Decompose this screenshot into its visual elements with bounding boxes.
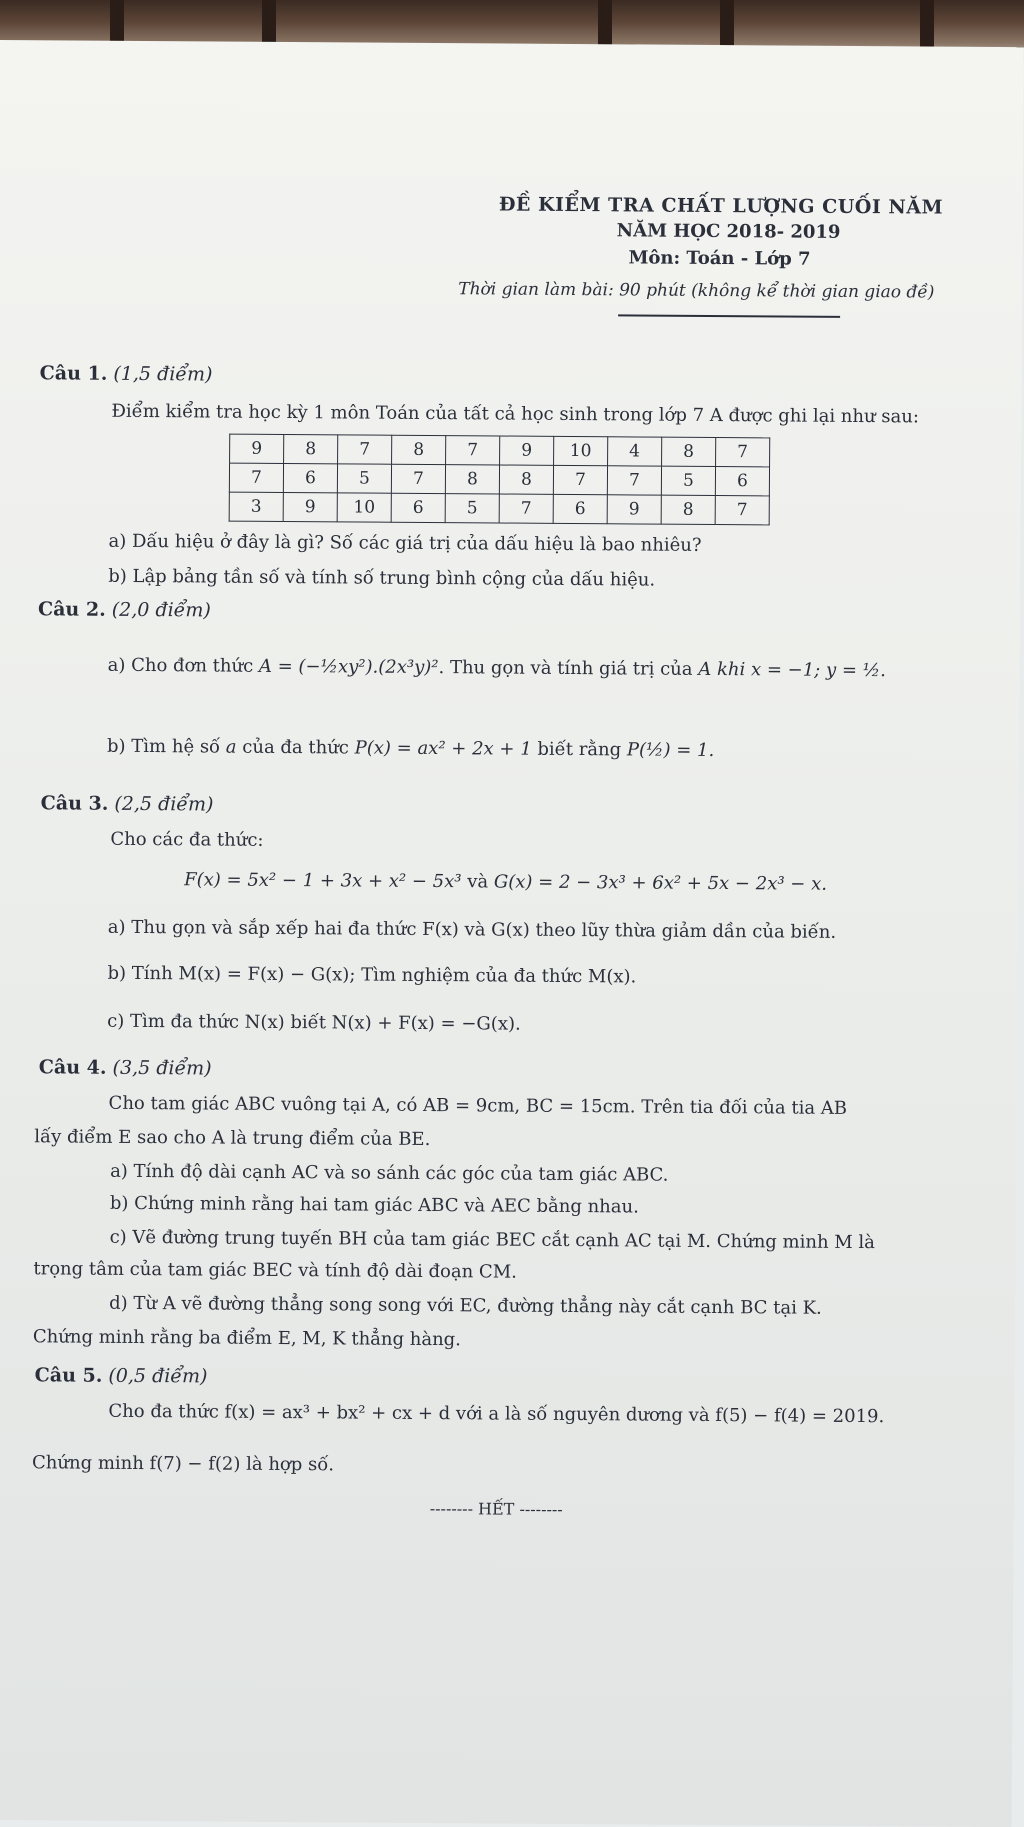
table-cell: 8 xyxy=(662,437,716,466)
table-cell: 7 xyxy=(607,466,661,495)
table-cell: 3 xyxy=(229,492,283,521)
q3-part-a: a) Thu gọn và sắp xếp hai đa thức F(x) và G(x) theo lũy thừa giảm dần của biến. xyxy=(107,916,837,943)
q2-b-post: biết rằng xyxy=(537,738,622,761)
table-cell: 9 xyxy=(230,434,284,463)
table-cell: 7 xyxy=(716,438,770,467)
q1-part-b: b) Lập bảng tần số và tính số trung bình cộng của dấu hiệu. xyxy=(108,565,656,591)
header-underline xyxy=(618,314,840,318)
table-cell: 7 xyxy=(338,435,392,464)
q1-intro: Điểm kiểm tra học kỳ 1 môn Toán của tất cả học sinh trong lớp 7 A được ghi lại như sau: xyxy=(111,400,920,428)
table-cell: 7 xyxy=(446,436,500,465)
q4-part-c-2: trọng tâm của tam giác BEC và tính độ dài đoạn CM. xyxy=(33,1258,517,1283)
q4-part-c-1: c) Vẽ đường trung tuyến BH của tam giác BEC cắt cạnh AC tại M. Chứng minh M là xyxy=(109,1226,876,1254)
q4-part-d-1: d) Từ A vẽ đường thẳng song song với EC, đường thẳng này cắt cạnh BC tại K. xyxy=(109,1292,822,1319)
q2-b-cond: P(½) = 1. xyxy=(626,739,715,762)
table-cell: 9 xyxy=(500,436,554,465)
q2-a-expr: A = (−½xy²).(2x³y)² xyxy=(258,655,439,679)
table-cell: 9 xyxy=(607,495,661,524)
q3-heading xyxy=(41,792,214,815)
q2-title: Câu 2. xyxy=(37,598,106,621)
q4-intro-1: Cho tam giác ABC vuông tại A, có AB = 9cm, BC = 15cm. Trên tia đối của tia AB xyxy=(108,1092,848,1119)
table-cell: 7 xyxy=(391,464,445,493)
q3-and: và xyxy=(467,871,489,893)
q5-title: Câu 5. xyxy=(34,1364,103,1387)
table-cell: 7 xyxy=(715,496,769,525)
subject: Môn: Toán - Lớp 7 xyxy=(628,247,811,270)
table-cell: 5 xyxy=(445,494,499,523)
table-cell: 9 xyxy=(283,492,337,521)
q2-b-pre: b) Tìm hệ số xyxy=(106,735,221,758)
q2-b-var: a xyxy=(225,736,237,758)
q3-polynomials xyxy=(184,869,827,894)
q3-title: Câu 3. xyxy=(40,792,109,815)
school-year: NĂM HỌC 2018- 2019 xyxy=(616,220,841,243)
table-cell: 8 xyxy=(392,435,446,464)
q2-a-cond: khi x = −1; y = ½. xyxy=(716,659,886,682)
table-cell: 7 xyxy=(229,463,283,492)
table-cell: 6 xyxy=(283,463,337,492)
time-allowed: Thời gian làm bài: 90 phút (không kể thời gian giao đề) xyxy=(458,279,935,303)
q2-part-a xyxy=(108,655,886,681)
table-cell: 6 xyxy=(715,467,769,496)
q3-part-b: b) Tính M(x) = F(x) − G(x); Tìm nghiệm của đa thức M(x). xyxy=(107,962,637,988)
q5-line-2: Chứng minh f(7) − f(2) là hợp số. xyxy=(31,1452,335,1476)
q3-intro: Cho các đa thức: xyxy=(110,828,264,851)
exam-title: ĐỀ KIỂM TRA CHẤT LƯỢNG CUỐI NĂM xyxy=(498,193,944,219)
q4-part-b: b) Chứng minh rằng hai tam giác ABC và AEC bằng nhau. xyxy=(109,1192,639,1218)
q3-g: G(x) = 2 − 3x³ + 6x² + 5x − 2x³ − x. xyxy=(493,871,828,895)
table-cell: 5 xyxy=(337,464,391,493)
q2-a-var: A xyxy=(698,658,712,680)
q2-part-b xyxy=(107,736,714,761)
q1-points: (1,5 điểm) xyxy=(113,362,213,386)
q5-line-1: Cho đa thức f(x) = ax³ + bx² + cx + d với a là số nguyên dương và f(5) − f(4) = 2019. xyxy=(108,1400,885,1428)
table-cell: 8 xyxy=(445,465,499,494)
table-cell: 6 xyxy=(391,493,445,522)
table-cell: 8 xyxy=(661,495,715,524)
q2-b-mid: của đa thức xyxy=(242,736,349,759)
table-row xyxy=(229,492,769,525)
q2-b-expr: P(x) = ax² + 2x + 1 xyxy=(354,737,532,760)
q4-part-d-2: Chứng minh rằng ba điểm E, M, K thẳng hàng. xyxy=(32,1326,462,1351)
end-marker: -------- HẾT -------- xyxy=(429,1499,563,1519)
table-cell: 6 xyxy=(553,494,607,523)
q4-points: (3,5 điểm) xyxy=(112,1056,212,1080)
q4-heading xyxy=(39,1056,212,1079)
table-cell: 10 xyxy=(337,493,391,522)
table-cell: 7 xyxy=(499,494,553,523)
q4-part-a: a) Tính độ dài cạnh AC và so sánh các góc của tam giác ABC. xyxy=(110,1160,669,1186)
q5-heading xyxy=(35,1364,208,1387)
table-cell: 8 xyxy=(499,465,553,494)
table-cell: 8 xyxy=(284,434,338,463)
q4-intro-2: lấy điểm E sao cho A là trung điểm của BE. xyxy=(34,1126,431,1151)
q2-points: (2,0 điểm) xyxy=(111,598,211,622)
table-row xyxy=(229,463,769,496)
q5-points: (0,5 điểm) xyxy=(108,1364,208,1388)
exam-paper xyxy=(0,40,1024,1827)
table-cell: 7 xyxy=(553,465,607,494)
scores-table xyxy=(229,434,771,526)
q2-a-pre: a) Cho đơn thức xyxy=(107,654,254,677)
q2-a-post: . Thu gọn và tính giá trị của xyxy=(438,657,693,680)
table-cell: 10 xyxy=(554,436,608,465)
q2-heading xyxy=(38,598,211,621)
table-cell: 4 xyxy=(608,437,662,466)
q1-part-a: a) Dấu hiệu ở đây là gì? Số các giá trị của dấu hiệu là bao nhiêu? xyxy=(108,530,702,556)
table-cell: 5 xyxy=(661,466,715,495)
q3-part-c: c) Tìm đa thức N(x) biết N(x) + F(x) = −G(x). xyxy=(107,1010,521,1035)
table-row xyxy=(230,434,770,467)
q3-f: F(x) = 5x² − 1 + 3x + x² − 5x³ xyxy=(184,869,462,893)
q3-points: (2,5 điểm) xyxy=(114,792,214,816)
q1-title: Câu 1. xyxy=(39,362,108,385)
q1-heading xyxy=(40,362,213,385)
q4-title: Câu 4. xyxy=(38,1056,107,1079)
